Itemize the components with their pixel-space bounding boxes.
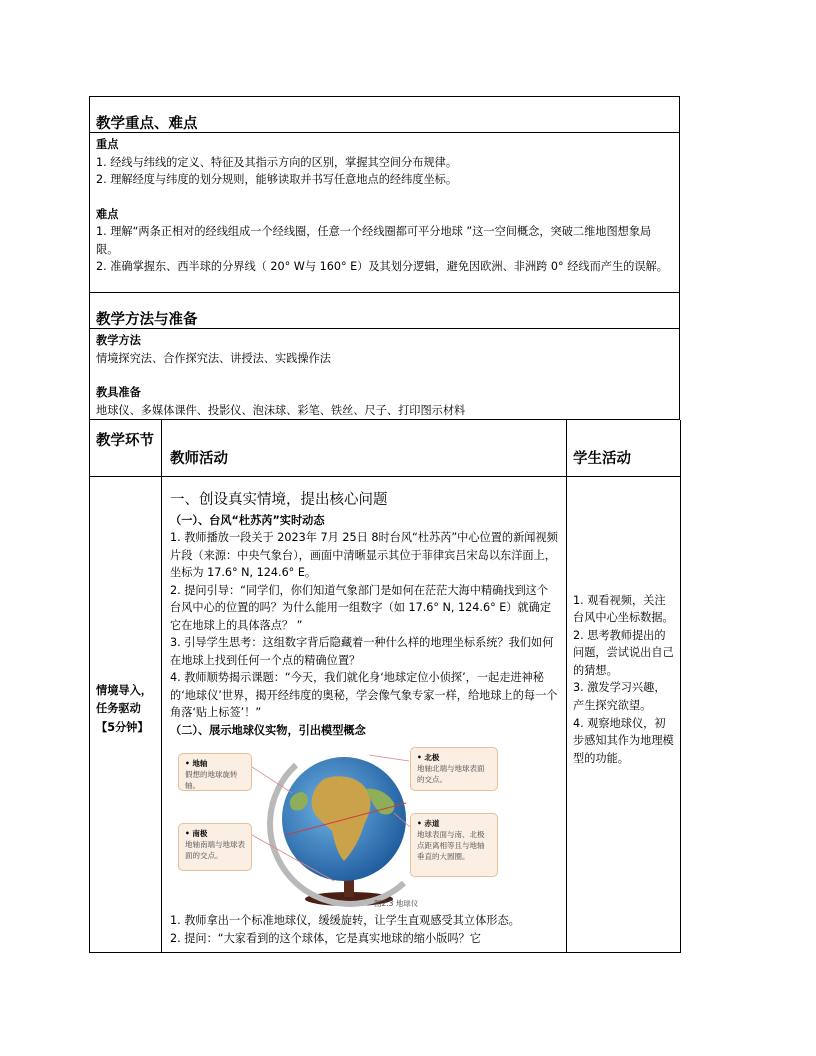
key-points-label: 重点 xyxy=(96,138,119,151)
callout-equator: • 赤道 地球表面与南、北极点距离相等且与地轴垂直的大圆圈。 xyxy=(410,813,498,877)
key-difficult-section xyxy=(89,96,680,293)
section-title: 教学重点、难点 xyxy=(90,97,679,133)
header-teacher: 教师活动 xyxy=(170,451,228,467)
activity-heading: 一、创设真实情境，提出核心问题 xyxy=(170,491,388,508)
method-label: 教学方法 xyxy=(96,334,141,347)
activity-paragraph: 2. 提问引导：“同学们，你们知道气象部门是如何在茫茫大海中精确找到这个台风中心的位置的吗？为什么能用一组数字（如 17.6° N, 124.6° E）就确定它在地球上的具体落点？ ” xyxy=(170,583,552,632)
method-text: 情境探究法、合作探究法、讲授法、实践操作法 xyxy=(96,351,331,365)
activity-subheading: （一）、台风“杜苏芮”实时动态 xyxy=(170,513,325,527)
activity-paragraph: 2. 提问：“大家看到的这个球体，它是真实地球的缩小版吗？它 xyxy=(170,931,481,945)
activity-table xyxy=(89,420,681,953)
figure-caption: 图2.3 地球仪 xyxy=(374,899,419,908)
activity-paragraph: 1. 教师拿出一个标准地球仪，缓缓旋转，让学生直观感受其立体形态。 xyxy=(170,914,520,927)
student-item: 4. 观察地球仪，初步感知其作为地理模型的功能。 xyxy=(573,716,674,765)
student-activity-cell xyxy=(567,477,680,768)
difficult-point-item: 1. 理解“两条正相对的经线组成一个经线圈，任意一个经线圈都可平分地球 ”这一空间概念，突破二维地图想象局限。 xyxy=(96,225,652,256)
callout-axis: • 地轴 假想的地球旋转轴。 xyxy=(178,753,252,791)
difficult-points-label: 难点 xyxy=(96,207,119,221)
student-item: 3. 激发学习兴趣，产生探究欲望。 xyxy=(573,681,666,713)
table-row xyxy=(90,476,681,952)
table-header-row xyxy=(90,420,681,476)
tools-label: 教具准备 xyxy=(96,386,141,399)
section-title: 教学方法与准备 xyxy=(90,293,679,329)
callout-north-pole: • 北极 地轴北端与地球表面的交点。 xyxy=(410,747,498,791)
lesson-plan-page xyxy=(89,96,680,953)
key-point-item: 1. 经线与纬线的定义、特征及其指示方向的区别，掌握其空间分布规律。 xyxy=(96,155,458,169)
header-student: 学生活动 xyxy=(573,451,631,467)
header-stage: 教学环节 xyxy=(96,433,154,449)
callout-south-pole: • 南极 地轴南端与地球表面的交点。 xyxy=(178,823,252,871)
student-item: 1. 观看视频，关注台风中心坐标数据。 xyxy=(573,593,674,625)
activity-paragraph: 3. 引导学生思考：这组数字背后隐藏着一种什么样的地理坐标系统？我们如何在地球上找到任何一个点的精确位置？ xyxy=(170,636,554,667)
activity-subheading: （二）、展示地球仪实物，引出模型概念 xyxy=(170,723,366,737)
student-item: 2. 思考教师提出的问题，尝试说出自己的猜想。 xyxy=(573,628,674,677)
tools-text: 地球仪、多媒体课件、投影仪、泡沫球、彩笔、铁丝、尺子、打印图示材料 xyxy=(96,403,466,417)
teacher-activity-cell xyxy=(162,477,566,948)
stage-cell: 情境导入，任务驱动【5分钟】 xyxy=(96,683,152,734)
method-prep-section xyxy=(89,293,680,420)
difficult-point-item: 2. 准确掌握东、西半球的分界线（ 20° W与 160° E）及其划分逻辑，避免因欧洲、非洲跨 0° 经线而产生的误解。 xyxy=(96,260,668,273)
key-point-item: 2. 理解经度与纬度的划分规则，能够读取并书写任意地点的经纬度坐标。 xyxy=(96,173,458,186)
activity-paragraph: 4. 教师顺势揭示课题：“今天，我们就化身‘地球定位小侦探’，一起走进神秘的‘地球仪’世界，揭开经纬度的奥秘，学会像气象专家一样，给地球上的每一个角落‘贴上标签’！” xyxy=(170,671,558,719)
globe-figure xyxy=(174,743,509,908)
activity-paragraph: 1. 教师播放一段关于 2023年 7月 25日 8时台风“杜苏芮”中心位置的新闻视频片段（来源：中央气象台），画面中清晰显示其位于菲律宾吕宋岛以东洋面上，坐标为 17.6° N, 124.6° E。 xyxy=(170,531,558,579)
